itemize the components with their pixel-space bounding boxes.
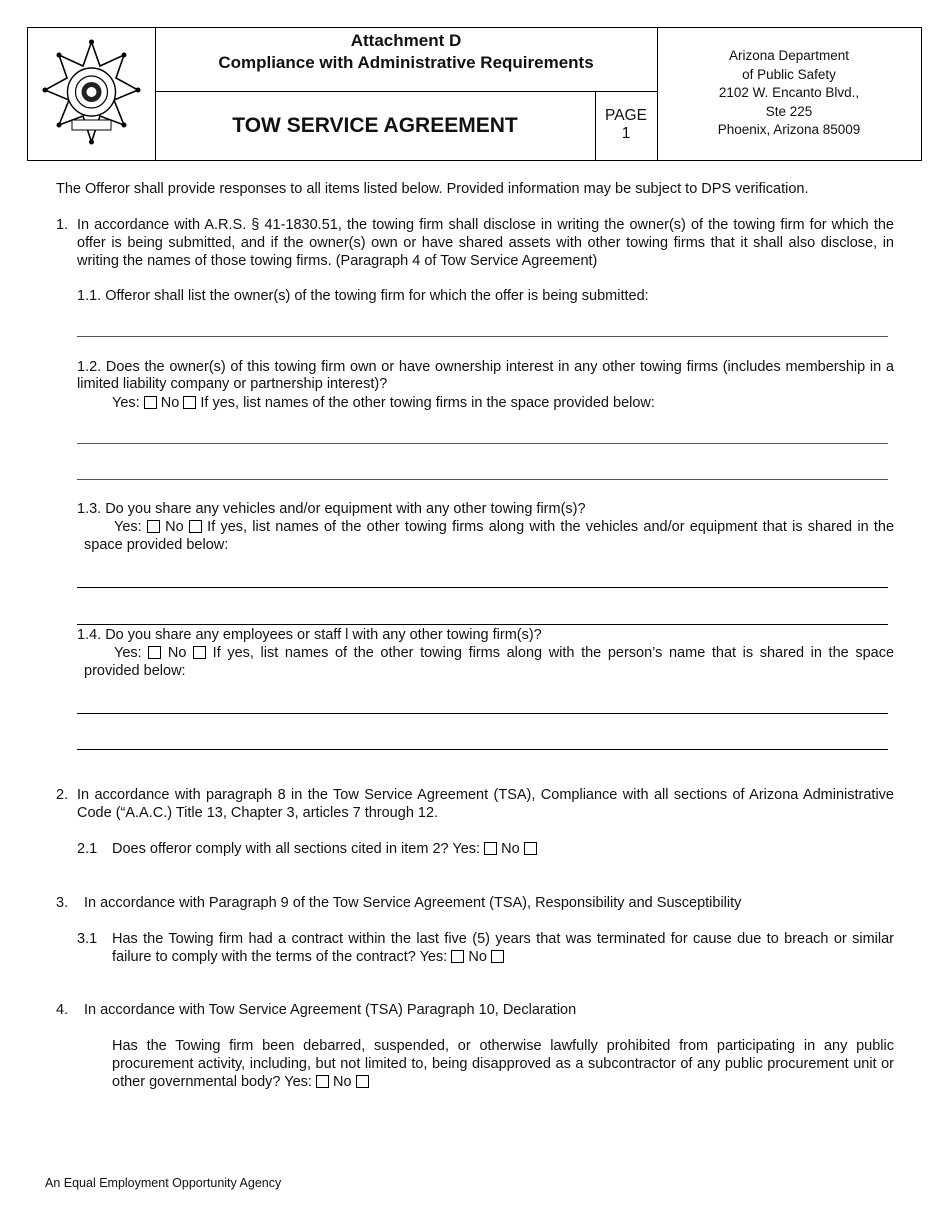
question-4 <box>112 1037 894 1091</box>
no-label: No <box>501 841 520 857</box>
question-1-2-instruction: If yes, list names of the other towing firms in the space provided below: <box>200 395 655 411</box>
question-2-1-number: 2.1 <box>77 841 98 857</box>
yes-label: Yes: <box>114 519 142 535</box>
yes-label: Yes: <box>112 395 140 411</box>
no-checkbox-4[interactable] <box>356 1075 369 1088</box>
yes-checkbox-1-4[interactable] <box>148 646 161 659</box>
question-1-4-instruction: If yes, list names of the other towing firms along with the person’s name that is shared in the space provided below: <box>84 645 895 679</box>
question-3-1 <box>112 930 894 966</box>
item-3-number: 3. <box>56 895 69 911</box>
yes-checkbox-1-2[interactable] <box>144 396 157 409</box>
dps-badge-logo <box>28 28 155 160</box>
question-1-3: 1.3. Do you share any vehicles and/or equipment with any other towing firm(s)? <box>77 501 586 517</box>
address-line-5: Phoenix, Arizona 85009 <box>717 122 861 137</box>
page-label: PAGE <box>605 107 647 124</box>
agreement-title: TOW SERVICE AGREEMENT <box>232 114 518 137</box>
question-1-4: 1.4. Do you share any employees or staff l with any other towing firm(s)? <box>77 627 542 643</box>
item-4-text: In accordance with Tow Service Agreement (TSA) Paragraph 10, Declaration <box>84 1002 577 1018</box>
question-1-2: 1.2. Does the owner(s) of this towing firm own or have ownership interest in any other towing firms (includes membership in a limited liability company or partnership interest)? <box>77 359 894 392</box>
no-label: No <box>167 645 187 661</box>
question-3-1-text: Has the Towing firm had a contract within the last five (5) years that was terminated for cause due to breach or similar failure to comply with the terms of the contract? Yes: <box>112 931 894 965</box>
item-1-number: 1. <box>56 217 69 233</box>
no-label: No <box>468 949 487 965</box>
answer-line-1-3-a[interactable] <box>77 587 888 588</box>
intro-text: The Offeror shall provide responses to all items listed below. Provided information may be subject to DPS verification. <box>56 181 809 197</box>
no-label: No <box>160 395 180 411</box>
yes-checkbox-4[interactable] <box>316 1075 329 1088</box>
answer-line-1-4-b[interactable] <box>77 749 888 750</box>
question-2-1-text: Does offeror comply with all sections cited in item 2? Yes: <box>112 841 481 857</box>
yes-checkbox-1-3[interactable] <box>147 520 160 533</box>
no-label: No <box>165 519 184 535</box>
item-2-number: 2. <box>56 787 69 803</box>
item-1-text: In accordance with A.R.S. § 41-1830.51, the towing firm shall disclose in writing the owner(s) of the towing firm for which the offer is being submitted, and if the owner(s) own or have shared assets with other towing firms that it shall also disclose, in writing the names of those towing firms. (Paragraph 4 of Tow Service Agreement) <box>77 217 894 269</box>
question-1-4-options <box>84 644 894 680</box>
yes-label: Yes: <box>114 645 142 661</box>
item-4-number: 4. <box>56 1002 69 1018</box>
question-1-1: 1.1. Offeror shall list the owner(s) of the towing firm for which the offer is being submitted: <box>77 288 649 304</box>
no-checkbox-1-4[interactable] <box>193 646 206 659</box>
attachment-subtitle: Compliance with Administrative Requirements <box>218 53 594 72</box>
question-4-text: Has the Towing firm been debarred, suspended, or otherwise lawfully prohibited from participating in any public procurement activity, including, but not limited to, being disapproved as a subcontractor of any public procurement unit or other governmental body? Yes: <box>112 1038 894 1090</box>
attachment-cell <box>155 28 657 92</box>
address-line-1: Arizona Department <box>728 48 850 63</box>
footer-text: An Equal Employment Opportunity Agency <box>45 1176 282 1190</box>
question-1-2-options <box>112 394 655 412</box>
address-line-4: Ste 225 <box>765 103 813 119</box>
title-cell <box>155 28 658 160</box>
agreement-cell <box>155 91 596 160</box>
answer-line-1-4-a[interactable] <box>77 713 888 714</box>
item-3-text: In accordance with Paragraph 9 of the Tow Service Agreement (TSA), Responsibility and Susceptibility <box>84 895 742 911</box>
answer-line-1-2-a[interactable] <box>77 443 888 444</box>
answer-line-1-3-b[interactable] <box>77 624 888 625</box>
yes-checkbox-2-1[interactable] <box>484 842 497 855</box>
no-checkbox-2-1[interactable] <box>524 842 537 855</box>
question-1-3-options <box>84 518 894 554</box>
page-number: 1 <box>621 125 631 142</box>
question-2-1 <box>112 840 537 858</box>
address-line-3: 2102 W. Encanto Blvd., <box>718 85 860 100</box>
no-label: No <box>332 1074 352 1090</box>
address-cell <box>657 28 921 160</box>
answer-line-1-1[interactable] <box>77 336 888 337</box>
address-line-2: of Public Safety <box>742 66 836 82</box>
yes-checkbox-3-1[interactable] <box>451 950 464 963</box>
question-1-3-instruction: If yes, list names of the other towing firms along with the vehicles and/or equipment that is shared in the space provided below: <box>84 519 895 553</box>
answer-line-1-2-b[interactable] <box>77 479 888 480</box>
no-checkbox-1-2[interactable] <box>183 396 196 409</box>
attachment-title: Attachment D <box>350 31 462 50</box>
no-checkbox-3-1[interactable] <box>491 950 504 963</box>
page-cell <box>595 91 657 160</box>
no-checkbox-1-3[interactable] <box>189 520 202 533</box>
item-2-text: In accordance with paragraph 8 in the Tow Service Agreement (TSA), Compliance with all sections of Arizona Administrative Code (“A.A.C.) Title 13, Chapter 3, articles 7 through 12. <box>77 787 894 821</box>
question-3-1-number: 3.1 <box>77 931 98 947</box>
logo-cell <box>28 28 156 160</box>
header-table <box>27 27 922 161</box>
